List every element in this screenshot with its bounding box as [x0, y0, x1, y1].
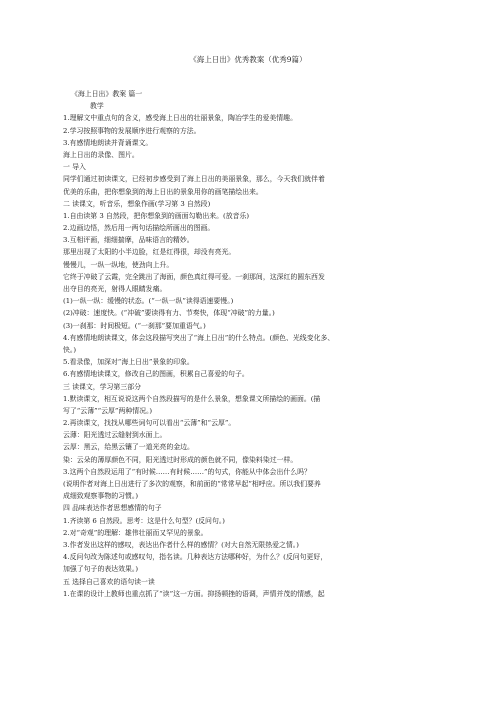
text-line: 那里出现了太阳的小半边脸，红是红得很，却没有亮光。 [63, 248, 236, 257]
text-line: (3)一刹那：时间极短。(“一刹那”要加重语气。) [63, 321, 206, 330]
text-line: 云薄：阳光透过云缝射到水面上。 [63, 431, 167, 440]
text-line: 五 选择自己喜欢的语句读一读 [63, 577, 155, 586]
text-line: 3.这两个自然段运用了“有时候……有时候……”的句式，你能从中体会出什么吗？ [63, 467, 311, 476]
text-line: 1.自由读第 3 自然段，把你想象到的画面勾勒出来。(放音乐) [63, 211, 250, 220]
text-line: 染：云朵的薄厚颜色不同，阳光透过时形成的颜色就不同，像染料染过一样。 [63, 455, 298, 464]
text-line: 《海上日出》教案 篇一 [71, 90, 143, 98]
text-line: 它终于冲破了云霞，完全跳出了海面，颜色真红得可爱。一刹那间，这深红的圆东西发 [63, 272, 325, 281]
text-line: 加强了句子的表达效果。) [63, 565, 139, 574]
text-line: 3.有感情地朗读并背诵课文。 [63, 138, 153, 147]
text-line: 1.齐读第 6 自然段。思考：这是什么句型？(反问句。) [63, 516, 225, 525]
text-line: 1.理解文中重点句的含义，感受海上日出的壮丽景象，陶冶学生的爱美情趣。 [63, 114, 297, 123]
text-line: 3.作者发出这样的感叹，表达出作者什么样的感情？(对大自然无限热爱之情。) [63, 540, 299, 549]
text-line: 成细致观察事物的习惯。) [63, 492, 139, 501]
text-line: 2.学习按照事物的发展顺序进行观察的方法。 [63, 126, 201, 135]
text-line: 四 品味表达作者思想感情的句子 [63, 504, 162, 513]
text-line: 海上日出的录像、图片。 [63, 150, 139, 159]
text-line: (1)一纵一纵：缓慢的状态。(“一纵一纵”读得语速要慢。) [63, 297, 234, 306]
text-line: 1.默读课文，相互说说这两个自然段描写的是什么景象，想象课文所描绘的画面。(描 [63, 394, 321, 403]
text-line: (说明作者对海上日出进行了多次的观察，和前面的“常常早起”相呼应。所以我们要养 [63, 480, 321, 488]
text-line: 5.看录像，加深对“海上日出”景象的印象。 [63, 358, 194, 367]
text-line: 1.在课的设计上教师也重点抓了“读”这一方面。抑扬顿挫的语调，声情并茂的情感，起 [63, 589, 325, 598]
text-line: 2.边画边悟，然后用一两句话描绘所画出的图画。 [63, 224, 215, 233]
document-title: 《海上日出》优秀教案（优秀9篇） [189, 55, 307, 64]
text-line: 一 导入 [63, 163, 86, 172]
text-line: 快。) [63, 345, 77, 354]
text-line: 2.对“奇观”的理解：雄伟壮丽而又罕见的景象。 [63, 528, 208, 537]
text-line: 二 读课文，听音乐，想象作画(学习第 3 自然段) [63, 199, 211, 208]
text-line: 3.互相评画，细细揣摩，品味语言的精妙。 [63, 236, 194, 245]
text-line: 出夺目的亮光，射得人眼睛发痛。 [63, 285, 167, 293]
text-line: 6.有感情地读课文，修改自己的图画，积累自己喜爱的句子。 [63, 370, 249, 379]
text-line: (2)冲破：速度快。(“冲破”要读得有力、节奏快，体现“冲破”的力量。) [63, 309, 275, 318]
text-line: 4.反问句改为陈述句或感叹句，指名读。几种表达方法哪种好，为什么？(反问句更好， [63, 553, 328, 562]
text-line: 写了“云薄”“云厚”两种情况。) [63, 406, 153, 415]
text-line: 4.有感情地朗读课文，体会这段描写突出了“海上日出”的什么特点。(颜色、光线变化多、 [63, 333, 335, 342]
text-line: 2.再读课文，找找从哪些词句可以看出“云薄”和“云厚”。 [63, 419, 236, 428]
text-line: 云厚：黑云，给黑云镶了一道光亮的金边。 [63, 443, 194, 452]
text-line: 优美的乐曲，把你想象到的海上日出的景象用你的画笔描绘出来。 [63, 187, 263, 196]
document-body [63, 88, 437, 600]
text-line: 三 读课文，学习第三部分 [63, 382, 141, 391]
text-line: 慢慢儿，一纵一纵地，使劲向上升。 [63, 260, 174, 269]
text-line: 同学们通过初读课文，已经初步感受到了海上日出的美丽景象，那么，今天我们就伴着 [63, 175, 325, 184]
text-line: 教学 [90, 102, 104, 111]
